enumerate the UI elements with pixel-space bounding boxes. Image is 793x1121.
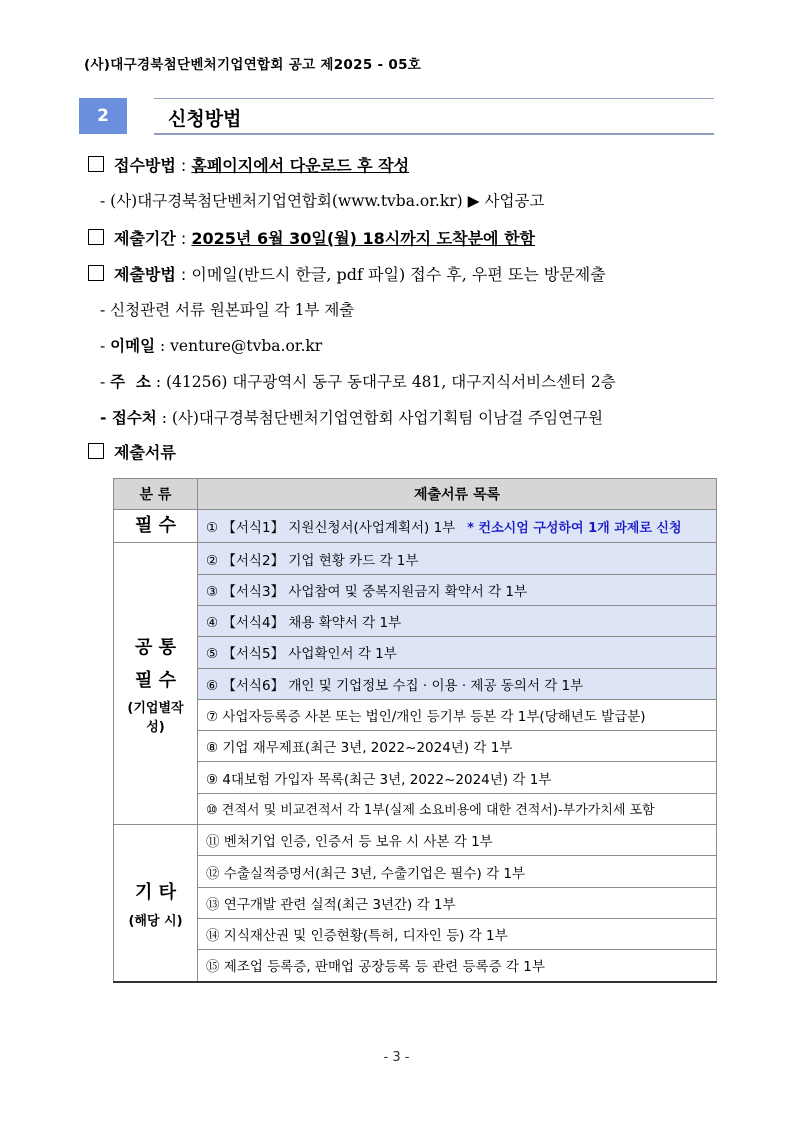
category-label: 필 수: [134, 515, 177, 536]
address-value: (41256) 대구광역시 동구 동대구로 481, 대구지식서비스센터 2층: [166, 373, 616, 391]
document-cell: ④ 【서식4】 채용 확약서 각 1부: [198, 605, 717, 636]
category-label: 필 수: [134, 669, 177, 691]
table-row: [114, 731, 717, 762]
category-label: 공 통: [134, 637, 177, 659]
submit-method-line: [88, 262, 606, 285]
document-cell: ② 【서식2】 기업 현황 카드 각 1부: [198, 543, 717, 574]
table-row: [114, 856, 717, 887]
contact-label: 접수처: [111, 409, 157, 427]
contact-line: [100, 406, 603, 428]
period-label: 제출기간: [114, 229, 176, 248]
table-row: [114, 574, 717, 605]
email-line: [100, 334, 322, 356]
category-required: [114, 510, 198, 543]
table-row: [114, 605, 717, 636]
dash: -: [100, 337, 111, 355]
document-cell: ⑩ 견적서 및 비교견적서 각 1부(실제 소요비용에 대한 견적서)-부가가치세 포함: [198, 793, 717, 824]
separator: :: [156, 409, 172, 427]
table-row: [114, 762, 717, 793]
document-note: * 컨소시엄 구성하여 1개 과제로 신청: [467, 521, 682, 537]
document-cell: ③ 【서식3】 사업참여 및 중복지원금지 확약서 각 1부: [198, 574, 717, 605]
table-row: [114, 543, 717, 574]
email-value[interactable]: venture@tvba.or.kr: [170, 337, 323, 355]
document-cell: ⑨ 4대보험 가입자 목록(최근 3년, 2022~2024년) 각 1부: [198, 762, 717, 793]
checkbox-square-icon: [88, 156, 104, 172]
document-cell: ⑫ 수출실적증명서(최근 3년, 수출기업은 필수) 각 1부: [198, 856, 717, 887]
contact-value: (사)대구경북첨단벤처기업연합회 사업기획팀 이남걸 주임연구원: [171, 409, 603, 427]
table-header-row: [114, 479, 717, 510]
category-sublabel: (기업별작성): [127, 701, 184, 736]
documents-line: [88, 440, 176, 463]
category-label: 기 타: [134, 882, 177, 904]
table-row: [114, 918, 717, 949]
document-cell: ⑬ 연구개발 관련 실적(최근 3년간) 각 1부: [198, 887, 717, 918]
document-cell: ⑮ 제조업 등록증, 판매업 공장등록 등 관련 등록증 각 1부: [198, 950, 717, 982]
separator: :: [175, 265, 192, 284]
category-common: [114, 543, 198, 825]
document-cell: ⑥ 【서식6】 개인 및 기업정보 수집 · 이용 · 제공 동의서 각 1부: [198, 668, 717, 699]
table-row: [114, 825, 717, 856]
submit-method-sub-line: - 신청관련 서류 원본파일 각 1부 제출: [100, 301, 355, 319]
documents-table: [113, 478, 717, 983]
separator: :: [155, 337, 171, 355]
documents-label: 제출서류: [114, 443, 176, 462]
checkbox-square-icon: [88, 229, 104, 245]
document-cell: ⑪ 벤처기업 인증, 인증서 등 보유 시 사본 각 1부: [198, 825, 717, 856]
document-text: ① 【서식1】 지원신청서(사업계획서) 1부: [206, 520, 456, 537]
separator: :: [175, 229, 192, 248]
notice-header: (사)대구경북첨단벤처기업연합회 공고 제2025 - 05호: [84, 57, 422, 73]
address-line: [100, 370, 616, 392]
separator: :: [175, 156, 192, 175]
category-sublabel: (해당 시): [128, 913, 183, 929]
period-line: [88, 226, 535, 249]
table-row: [114, 668, 717, 699]
page-number: - 3 -: [383, 1050, 410, 1065]
section-title: 신청방법: [168, 108, 242, 130]
dash: -: [100, 373, 111, 391]
category-etc: [114, 825, 198, 982]
period-value: 2025년 6월 30일(월) 18시까지 도착분에 한함: [191, 229, 535, 248]
receipt-method-line: [88, 153, 409, 176]
document-cell: ⑭ 지식재산권 및 인증현황(특허, 디자인 등) 각 1부: [198, 918, 717, 949]
submit-method-label: 제출방법: [114, 265, 176, 284]
table-row: [114, 793, 717, 824]
checkbox-square-icon: [88, 443, 104, 459]
dash: -: [100, 409, 112, 427]
document-cell: ⑧ 기업 재무제표(최근 3년, 2022~2024년) 각 1부: [198, 731, 717, 762]
table-row: [114, 510, 717, 543]
document-cell: [198, 510, 717, 543]
address-label: 주 소: [110, 373, 151, 391]
table-row: [114, 887, 717, 918]
column-header-category: 분 류: [114, 479, 198, 510]
email-label: 이메일: [110, 337, 156, 355]
receipt-value: 홈페이지에서 다운로드 후 작성: [191, 156, 410, 175]
document-cell: ⑤ 【서식5】 사업확인서 각 1부: [198, 637, 717, 668]
receipt-label: 접수방법: [114, 156, 176, 175]
section-title-box: [154, 98, 714, 135]
receipt-sub-line: - (사)대구경북첨단벤처기업연합회(www.tvba.or.kr) ▶ 사업공고: [100, 192, 545, 210]
table-row: [114, 699, 717, 730]
table-row: [114, 637, 717, 668]
submit-method-value: 이메일(반드시 한글, pdf 파일) 접수 후, 우편 또는 방문제출: [191, 265, 606, 284]
table-row: [114, 950, 717, 982]
document-cell: ⑦ 사업자등록증 사본 또는 법인/개인 등기부 등본 각 1부(당해년도 발급분): [198, 699, 717, 730]
checkbox-square-icon: [88, 265, 104, 281]
column-header-documents: 제출서류 목록: [198, 479, 717, 510]
separator: :: [150, 373, 166, 391]
section-number-badge: 2: [79, 98, 127, 134]
